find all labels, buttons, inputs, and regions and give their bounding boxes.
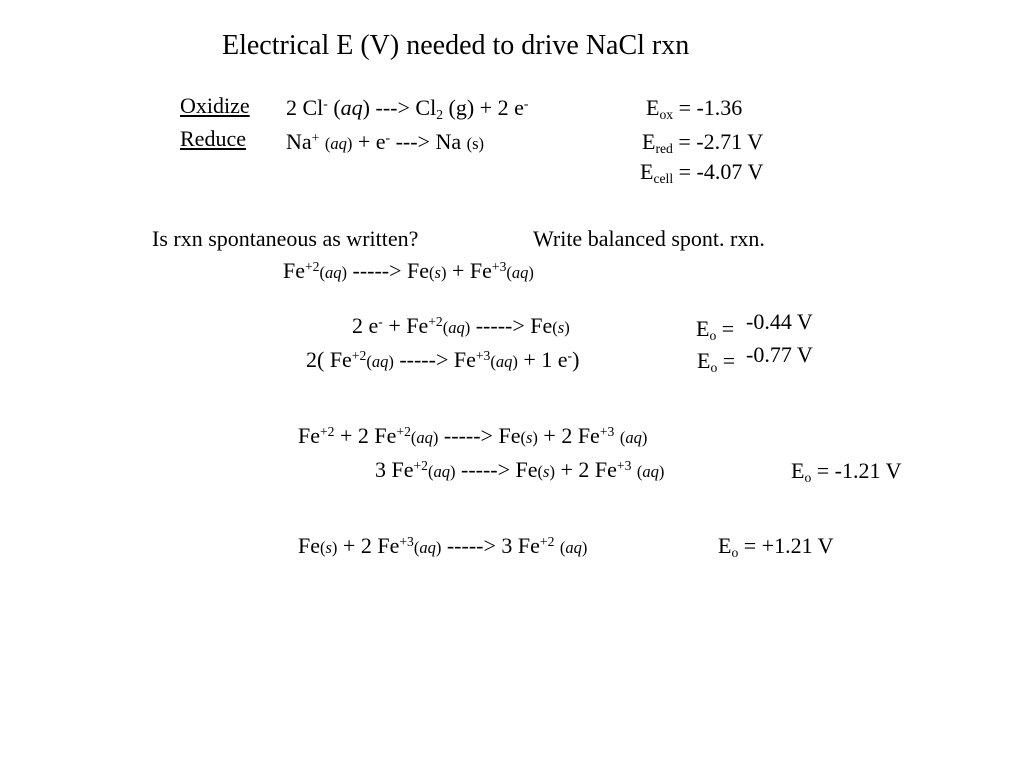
question-text: Is rxn spontaneous as written?: [152, 226, 419, 251]
e-o-spontaneous: Eo = +1.21 V: [718, 533, 834, 561]
net-reaction: 3 $Fe^{+2}(aq)$ -----> Fe(s) + 2 $Fe^{+3}$ (aq): [375, 457, 665, 482]
sum-reaction: $Fe^{+2} + 2$ $Fe^{+2}(aq)$ -----> Fe(s) + 2 $Fe^{+3}$ (aq): [298, 423, 648, 448]
reduction-equation: Na+ (aq) + e- ---> Na (s): [286, 129, 485, 154]
e-ox-value: Eox = -1.36: [646, 95, 743, 123]
reduce-label: Reduce: [180, 126, 246, 151]
page-title: Electrical E (V) needed to drive NaCl rxn: [222, 30, 690, 61]
fe-reaction: $Fe^{+2}(aq)$ -----> $Fe(s) + Fe^{+3}(aq)$: [283, 258, 534, 283]
spontaneous-reaction: Fe(s) + 2 $Fe^{+3}(aq)$ -----> 3 $Fe^{+2}$ (aq): [298, 533, 588, 558]
e-cell-value: Ecell = -4.07 V: [640, 159, 764, 187]
fe-reduction-half: 2 $e^- + Fe^{+2}(aq)$ -----> Fe(s): [352, 313, 570, 338]
e-red-value: Ered = -2.71 V: [642, 129, 764, 157]
e-o-value-1: -0.44 V: [746, 309, 813, 334]
e-o-net: Eo = -1.21 V: [791, 458, 902, 486]
e-o-label-1: Eo =: [696, 316, 735, 344]
oxidation-equation: 2 Cl- (aq) ---> Cl2 (g) + 2 e-: [286, 95, 529, 123]
e-o-label-2: Eo =: [697, 348, 736, 376]
fe-oxidation-half: 2( $Fe^{+2}(aq)$ -----> $Fe^{+3}(aq) + 1$ e-): [306, 347, 580, 372]
oxidize-label: Oxidize: [180, 93, 250, 118]
e-o-value-2: -0.77 V: [746, 342, 813, 367]
instruction-text: Write balanced spont. rxn.: [533, 226, 765, 251]
